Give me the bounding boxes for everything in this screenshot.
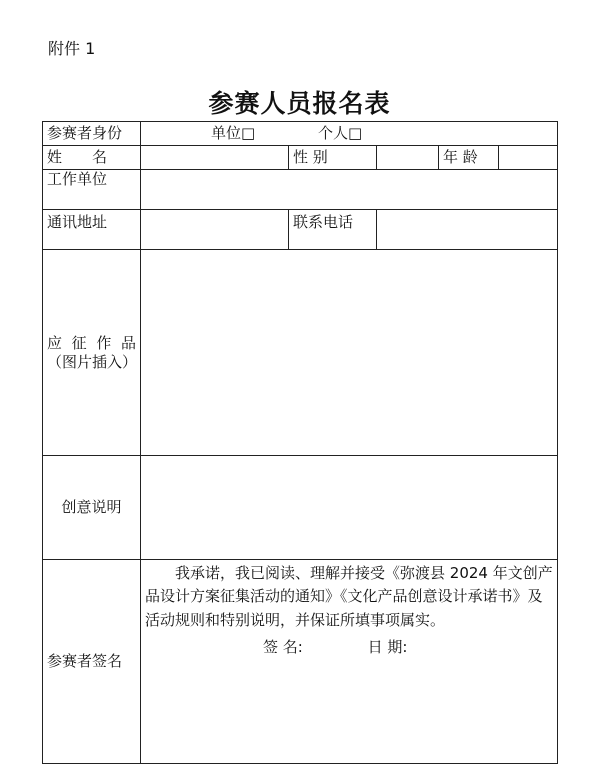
sign-date-label: 日 期:	[367, 637, 408, 656]
name-row	[43, 146, 558, 170]
creative-label: 创意说明	[43, 456, 141, 560]
identity-option-unit[interactable]: 单位□	[211, 124, 256, 143]
identity-option-individual[interactable]: 个人□	[317, 124, 363, 143]
age-field[interactable]	[499, 146, 558, 170]
work-unit-row	[43, 170, 558, 210]
pledge-text: 我承诺，我已阅读、理解并接受《弥渡县 2024 年文创产品设计方案征集活动的通知》《文化产品创意设计承诺书》及活动规则和特别说明，并保证所填事项属实。	[145, 564, 553, 629]
creative-field[interactable]	[141, 456, 558, 560]
sign-name-label: 签 名:	[263, 637, 303, 656]
signature-row	[43, 560, 558, 764]
work-unit-field[interactable]	[141, 170, 558, 210]
address-field[interactable]	[141, 210, 289, 250]
registration-form	[42, 121, 558, 764]
identity-options-cell	[141, 122, 558, 146]
signature-label: 参赛者签名	[43, 560, 141, 764]
phone-field[interactable]	[377, 210, 558, 250]
age-label: 年 龄	[439, 146, 499, 170]
page-title: 参赛人员报名表	[208, 89, 391, 118]
name-label: 姓 名	[43, 146, 141, 170]
entry-image-field[interactable]	[141, 250, 558, 456]
identity-row	[43, 122, 558, 146]
signature-cell	[141, 560, 558, 764]
entry-label: 应征作品（图片插入）	[43, 250, 141, 456]
work-unit-label: 工作单位	[43, 170, 141, 210]
address-row	[43, 210, 558, 250]
address-label: 通讯地址	[43, 210, 141, 250]
sign-line	[145, 638, 553, 657]
name-field[interactable]	[141, 146, 289, 170]
phone-label: 联系电话	[289, 210, 377, 250]
creative-row	[43, 456, 558, 560]
gender-label: 性 别	[289, 146, 377, 170]
identity-label: 参赛者身份	[43, 122, 141, 146]
attachment-label: 附件 1	[48, 39, 96, 58]
gender-field[interactable]	[377, 146, 439, 170]
entry-row	[43, 250, 558, 456]
